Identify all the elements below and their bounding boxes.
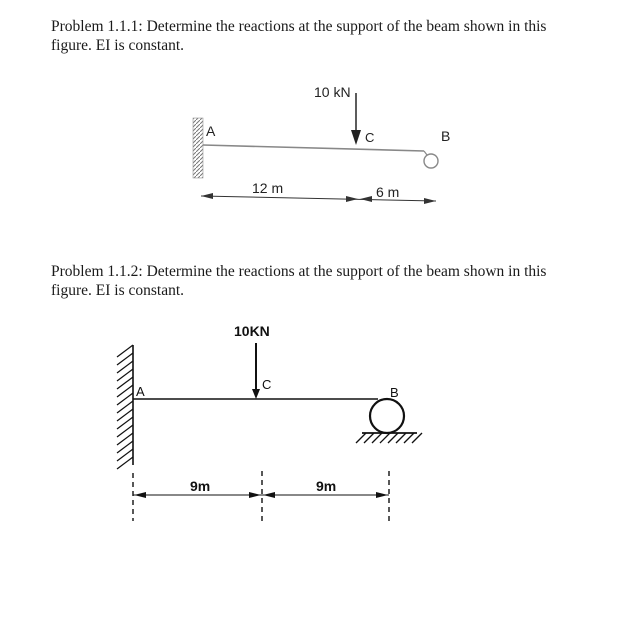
- extension-lines-2: [133, 471, 389, 521]
- label-c-2: C: [262, 377, 272, 392]
- load-arrow-1: [351, 93, 361, 145]
- span-label-cb-2: 9m: [316, 478, 337, 494]
- load-label-2: 10KN: [234, 323, 270, 339]
- span-label-cb-1: 6 m: [376, 184, 400, 200]
- dimension-line-1: [201, 193, 436, 204]
- beam-1: [203, 145, 424, 151]
- load-label-1: 10 kN: [314, 84, 351, 100]
- fixed-support-a-2: [117, 345, 133, 469]
- label-a-1: A: [206, 123, 216, 139]
- roller-support-b-1: [424, 154, 438, 168]
- label-b-2: B: [390, 385, 399, 400]
- span-label-ac-1: 12 m: [252, 180, 284, 196]
- fixed-support-a-1: [193, 118, 203, 178]
- span-label-ac-2: 9m: [190, 478, 211, 494]
- figure-1: [193, 84, 450, 204]
- problem-1-statement: Problem 1.1.1: Determine the reactions at the support of the beam shown in this figure. EI is constant.: [51, 18, 547, 54]
- roller-support-b-2: [356, 399, 422, 443]
- label-a-2: A: [136, 384, 145, 399]
- label-b-1: B: [441, 128, 451, 144]
- load-arrow-2: [252, 343, 260, 399]
- problem-2-statement: Problem 1.1.2: Determine the reactions at the support of the beam shown in this figure. EI is constant.: [51, 263, 547, 299]
- dimension-line-2: [133, 492, 389, 498]
- label-c-1: C: [365, 130, 375, 145]
- figure-2: [117, 323, 422, 521]
